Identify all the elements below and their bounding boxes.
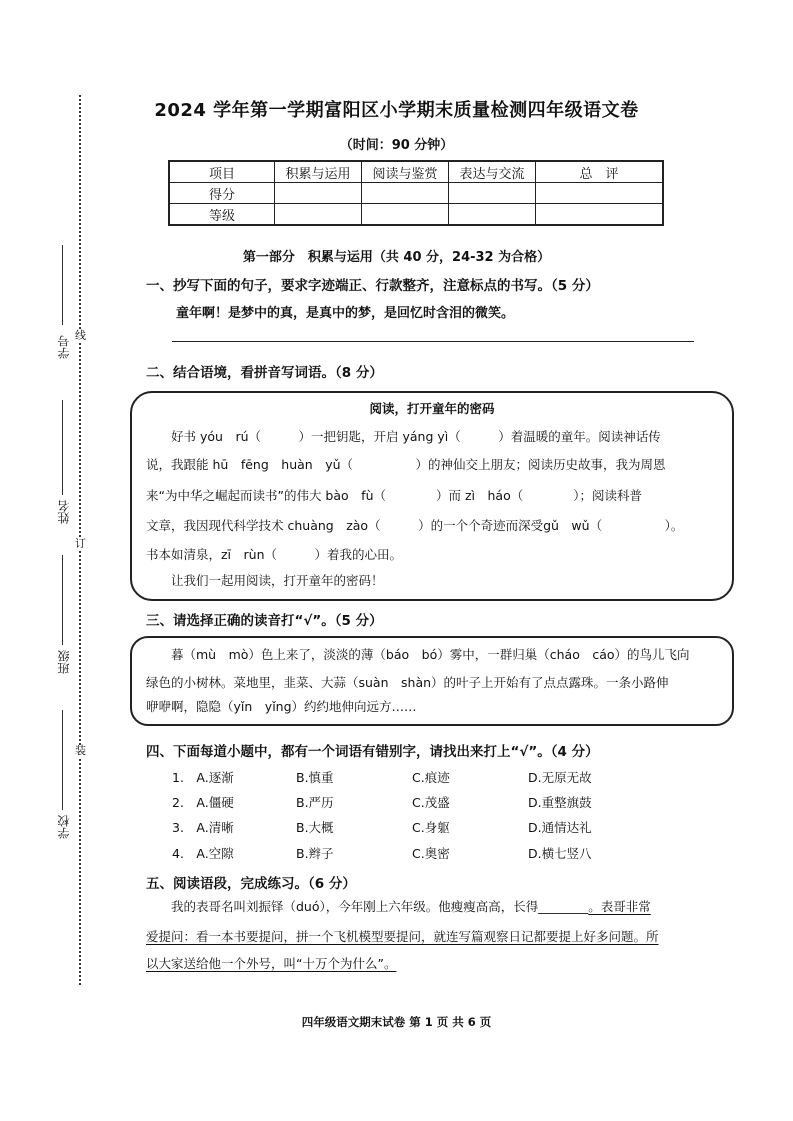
school-line[interactable] bbox=[62, 710, 63, 810]
q5-line-1 bbox=[146, 894, 651, 920]
q2-title: 二、结合语境，看拼音写词语。（8 分） bbox=[146, 365, 383, 381]
q4-1-option-b[interactable]: B.慎重 bbox=[296, 770, 334, 785]
q5-line-1-start: 我的表哥名叫刘振铎（duó），今年刚上六年级。他瘦瘦高高，长得 bbox=[146, 899, 539, 914]
binding-char-xian: 线 bbox=[75, 329, 86, 342]
score-table-header-row bbox=[169, 161, 663, 183]
score-row bbox=[169, 183, 663, 204]
q3-title: 三、请选择正确的读音打“√”。（5 分） bbox=[146, 613, 383, 629]
score-cell[interactable] bbox=[362, 183, 449, 204]
exam-title: 2024 学年第一学期富阳区小学期末质量检测四年级语文卷 bbox=[154, 100, 639, 121]
exam-duration: （时间：90 分钟） bbox=[339, 138, 454, 153]
q3-line: 暮（mù mò）色上来了，淡淡的薄（báo bó）雾中，一群归巢（cháo cáo）的鸟儿飞向 bbox=[146, 647, 690, 662]
q4-3-option-b[interactable]: B.大概 bbox=[296, 820, 334, 835]
grade-cell[interactable] bbox=[362, 204, 449, 226]
row-label-grade: 等级 bbox=[169, 204, 275, 226]
q2-line: 文章，我因现代科学技术 chuàng zào（ ）的一个个奇迹而深受gǔ wǔ（ ）。 bbox=[146, 518, 684, 533]
school-label: 学校 bbox=[57, 815, 71, 839]
q1-answer-line[interactable] bbox=[172, 341, 694, 342]
binding-char-ding: 订 bbox=[75, 537, 86, 550]
q4-3-option-a[interactable]: 3. A.清晰 bbox=[172, 820, 234, 835]
name-label: 姓名 bbox=[57, 500, 71, 524]
col-header-expression: 表达与交流 bbox=[449, 161, 536, 183]
q4-4-option-c[interactable]: C.奥密 bbox=[412, 846, 450, 861]
q5-line-2: 爱提问：看一本书要提问，拼一个飞机模型要提问，就连写篇观察日记都要提上好多问题。所 bbox=[146, 929, 659, 944]
score-cell[interactable] bbox=[275, 183, 362, 204]
col-header-item: 项目 bbox=[169, 161, 275, 183]
q4-3-option-c[interactable]: C.身躯 bbox=[412, 820, 450, 835]
q4-1-option-d[interactable]: D.无原无故 bbox=[528, 770, 592, 785]
q3-line: 咿咿啊，隐隐（yǐn yǐng）约约地伸向远方…… bbox=[146, 699, 417, 714]
grade-row bbox=[169, 204, 663, 226]
q2-line: 好书 yóu rú（ ）一把钥匙，开启 yáng yì（ ）着温暖的童年。阅读神话传 bbox=[146, 429, 661, 444]
q4-2-option-a[interactable]: 2. A.僵硬 bbox=[172, 795, 234, 810]
q4-1-option-a[interactable]: 1. A.逐渐 bbox=[172, 770, 234, 785]
q4-3-option-d[interactable]: D.通情达礼 bbox=[528, 820, 592, 835]
q5-line-1-end: 。表哥非常 bbox=[588, 899, 651, 914]
q4-2-option-c[interactable]: C.茂盛 bbox=[412, 795, 450, 810]
score-table bbox=[168, 160, 664, 226]
q2-box-title: 阅读，打开童年的密码 bbox=[369, 401, 495, 416]
col-header-total: 总 评 bbox=[536, 161, 664, 183]
class-line[interactable] bbox=[62, 555, 63, 645]
part1-title: 第一部分 积累与运用（共 40 分，24-32 为合格） bbox=[242, 250, 551, 265]
q5-title: 五、阅读语段，完成练习。（6 分） bbox=[146, 876, 356, 892]
grade-cell[interactable] bbox=[275, 204, 362, 226]
q4-2-option-b[interactable]: B.严历 bbox=[296, 795, 334, 810]
name-line[interactable] bbox=[62, 400, 63, 495]
q4-2-option-d[interactable]: D.重整旗鼓 bbox=[528, 795, 592, 810]
score-cell[interactable] bbox=[536, 183, 664, 204]
page-footer: 四年级语文期末试卷 第 1 页 共 6 页 bbox=[301, 1015, 492, 1029]
q4-title: 四、下面每道小题中，都有一个词语有错别字，请找出来打上“√”。（4 分） bbox=[146, 744, 599, 760]
q5-answer-blank[interactable]: ________ bbox=[538, 899, 589, 914]
q2-line: 书本如清泉，zī rùn（ ）着我的心田。 bbox=[146, 547, 403, 562]
grade-cell[interactable] bbox=[449, 204, 536, 226]
q2-line: 来“为中华之崛起而读书”的伟大 bào fù（ ）而 zì háo（ ）；阅读科普 bbox=[146, 488, 642, 503]
q4-1-option-c[interactable]: C.痕迹 bbox=[412, 770, 450, 785]
q4-4-option-d[interactable]: D.横七竖八 bbox=[528, 846, 592, 861]
q4-4-option-b[interactable]: B.辫子 bbox=[296, 846, 334, 861]
q2-line: 让我们一起用阅读，打开童年的密码！ bbox=[146, 573, 384, 588]
row-label-score: 得分 bbox=[169, 183, 275, 204]
q1-sentence: 童年啊！是梦中的真，是真中的梦，是回忆时含泪的微笑。 bbox=[176, 306, 515, 321]
grade-cell[interactable] bbox=[536, 204, 664, 226]
col-header-accumulation: 积累与运用 bbox=[275, 161, 362, 183]
q3-line: 绿色的小树林。菜地里，韭菜、大蒜（suàn shàn）的叶子上开始有了点点露珠。一条小路伸 bbox=[146, 675, 669, 690]
q1-title: 一、抄写下面的句子，要求字迹端正、行款整齐，注意标点的书写。（5 分） bbox=[146, 278, 599, 294]
binding-char-zhuang: 装 bbox=[75, 744, 86, 757]
col-header-reading: 阅读与鉴赏 bbox=[362, 161, 449, 183]
score-cell[interactable] bbox=[449, 183, 536, 204]
class-label: 班级 bbox=[57, 650, 71, 674]
q5-line-3: 以大家送给他一个外号，叫“十万个为什么”。 bbox=[146, 956, 397, 971]
student-id-label: 学号 bbox=[57, 335, 71, 359]
q4-4-option-a[interactable]: 4. A.空隙 bbox=[172, 846, 234, 861]
q2-line: 说，我跟能 hū fēng huàn yǔ（ ）的神仙交上朋友；阅读历史故事，我为周恩 bbox=[146, 457, 666, 472]
